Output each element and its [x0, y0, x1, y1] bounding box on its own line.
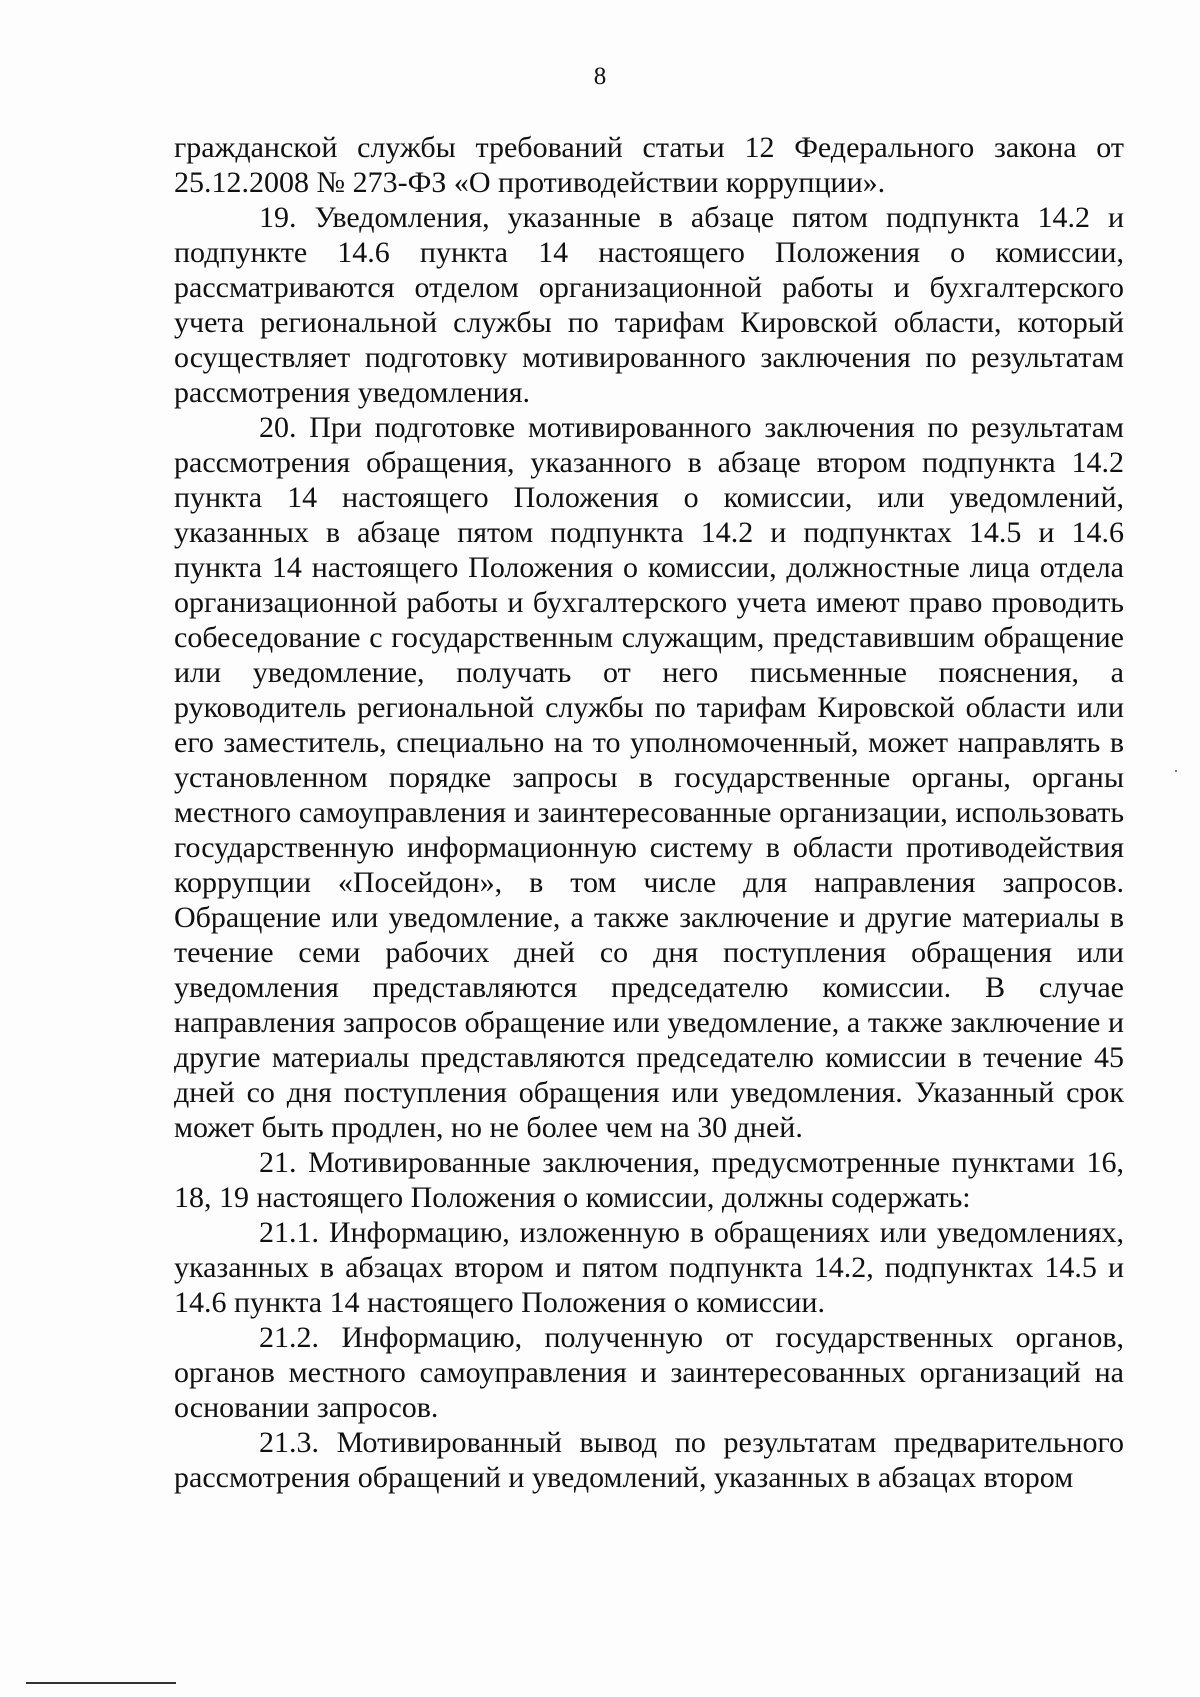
paragraph-21: 21. Мотивированные заключения, предусмотренные пунктами 16, 18, 19 настоящего Положения о комиссии, должны содержать:	[174, 1146, 1124, 1214]
paragraph-21-3: 21.3. Мотивированный вывод по результатам предварительного рассмотрения обращений и уведомлений, указанных в абзацах втором	[174, 1426, 1124, 1494]
page-number: 8	[593, 63, 607, 90]
document-body	[174, 130, 1124, 1495]
paragraph-continuation: гражданской службы требований статьи 12 Федерального закона от 25.12.2008 № 273-ФЗ «О противодействии коррупции».	[174, 131, 1124, 199]
paragraph-19: 19. Уведомления, указанные в абзаце пятом подпункта 14.2 и подпункте 14.6 пункта 14 настоящего Положения о комиссии, рассматриваются отделом организационной работы и бухгалтерского учета региональной службы по тарифам Кировской области, который осуществляет подготовку мотивированного заключения по результатам рассмотрения уведомления.	[174, 201, 1124, 409]
paragraph-21-1: 21.1. Информацию, изложенную в обращениях или уведомлениях, указанных в абзацах втором и пятом подпункта 14.2, подпунктах 14.5 и 14.6 пункта 14 настоящего Положения о комиссии.	[174, 1216, 1124, 1319]
paragraph-21-2: 21.2. Информацию, полученную от государственных органов, органов местного самоуправления и заинтересованных организаций на основании запросов.	[174, 1321, 1124, 1424]
scan-speck	[1175, 770, 1177, 772]
footnote-rule	[26, 1682, 176, 1684]
paragraph-20: 20. При подготовке мотивированного заключения по результатам рассмотрения обращения, указанного в абзаце втором подпункта 14.2 пункта 14 настоящего Положения о комиссии, или уведомлений, указанных в абзаце пятом подпункта 14.2 и подпунктах 14.5 и 14.6 пункта 14 настоящего Положения о комиссии, должностные лица отдела организационной работы и бухгалтерского учета имеют право проводить собеседование с государственным служащим, представившим обращение или уведомление, получать от него письменные пояснения, а руководитель региональной службы по тарифам Кировской области или его заместитель, специально на то уполномоченный, может направлять в установленном порядке запросы в государственные органы, органы местного самоуправления и заинтересованные организации, использовать государственную информационную систему в области противодействия коррупции «Посейдон», в том числе для направления запросов. Обращение или уведомление, а также заключение и другие материалы в течение семи рабочих дней со дня поступления обращения или уведомления представляются председателю комиссии. В случае направления запросов обращение или уведомление, а также заключение и другие материалы представляются председателю комиссии в течение 45 дней со дня поступления обращения или уведомления. Указанный срок может быть продлен, но не более чем на 30 дней.	[174, 411, 1124, 1144]
